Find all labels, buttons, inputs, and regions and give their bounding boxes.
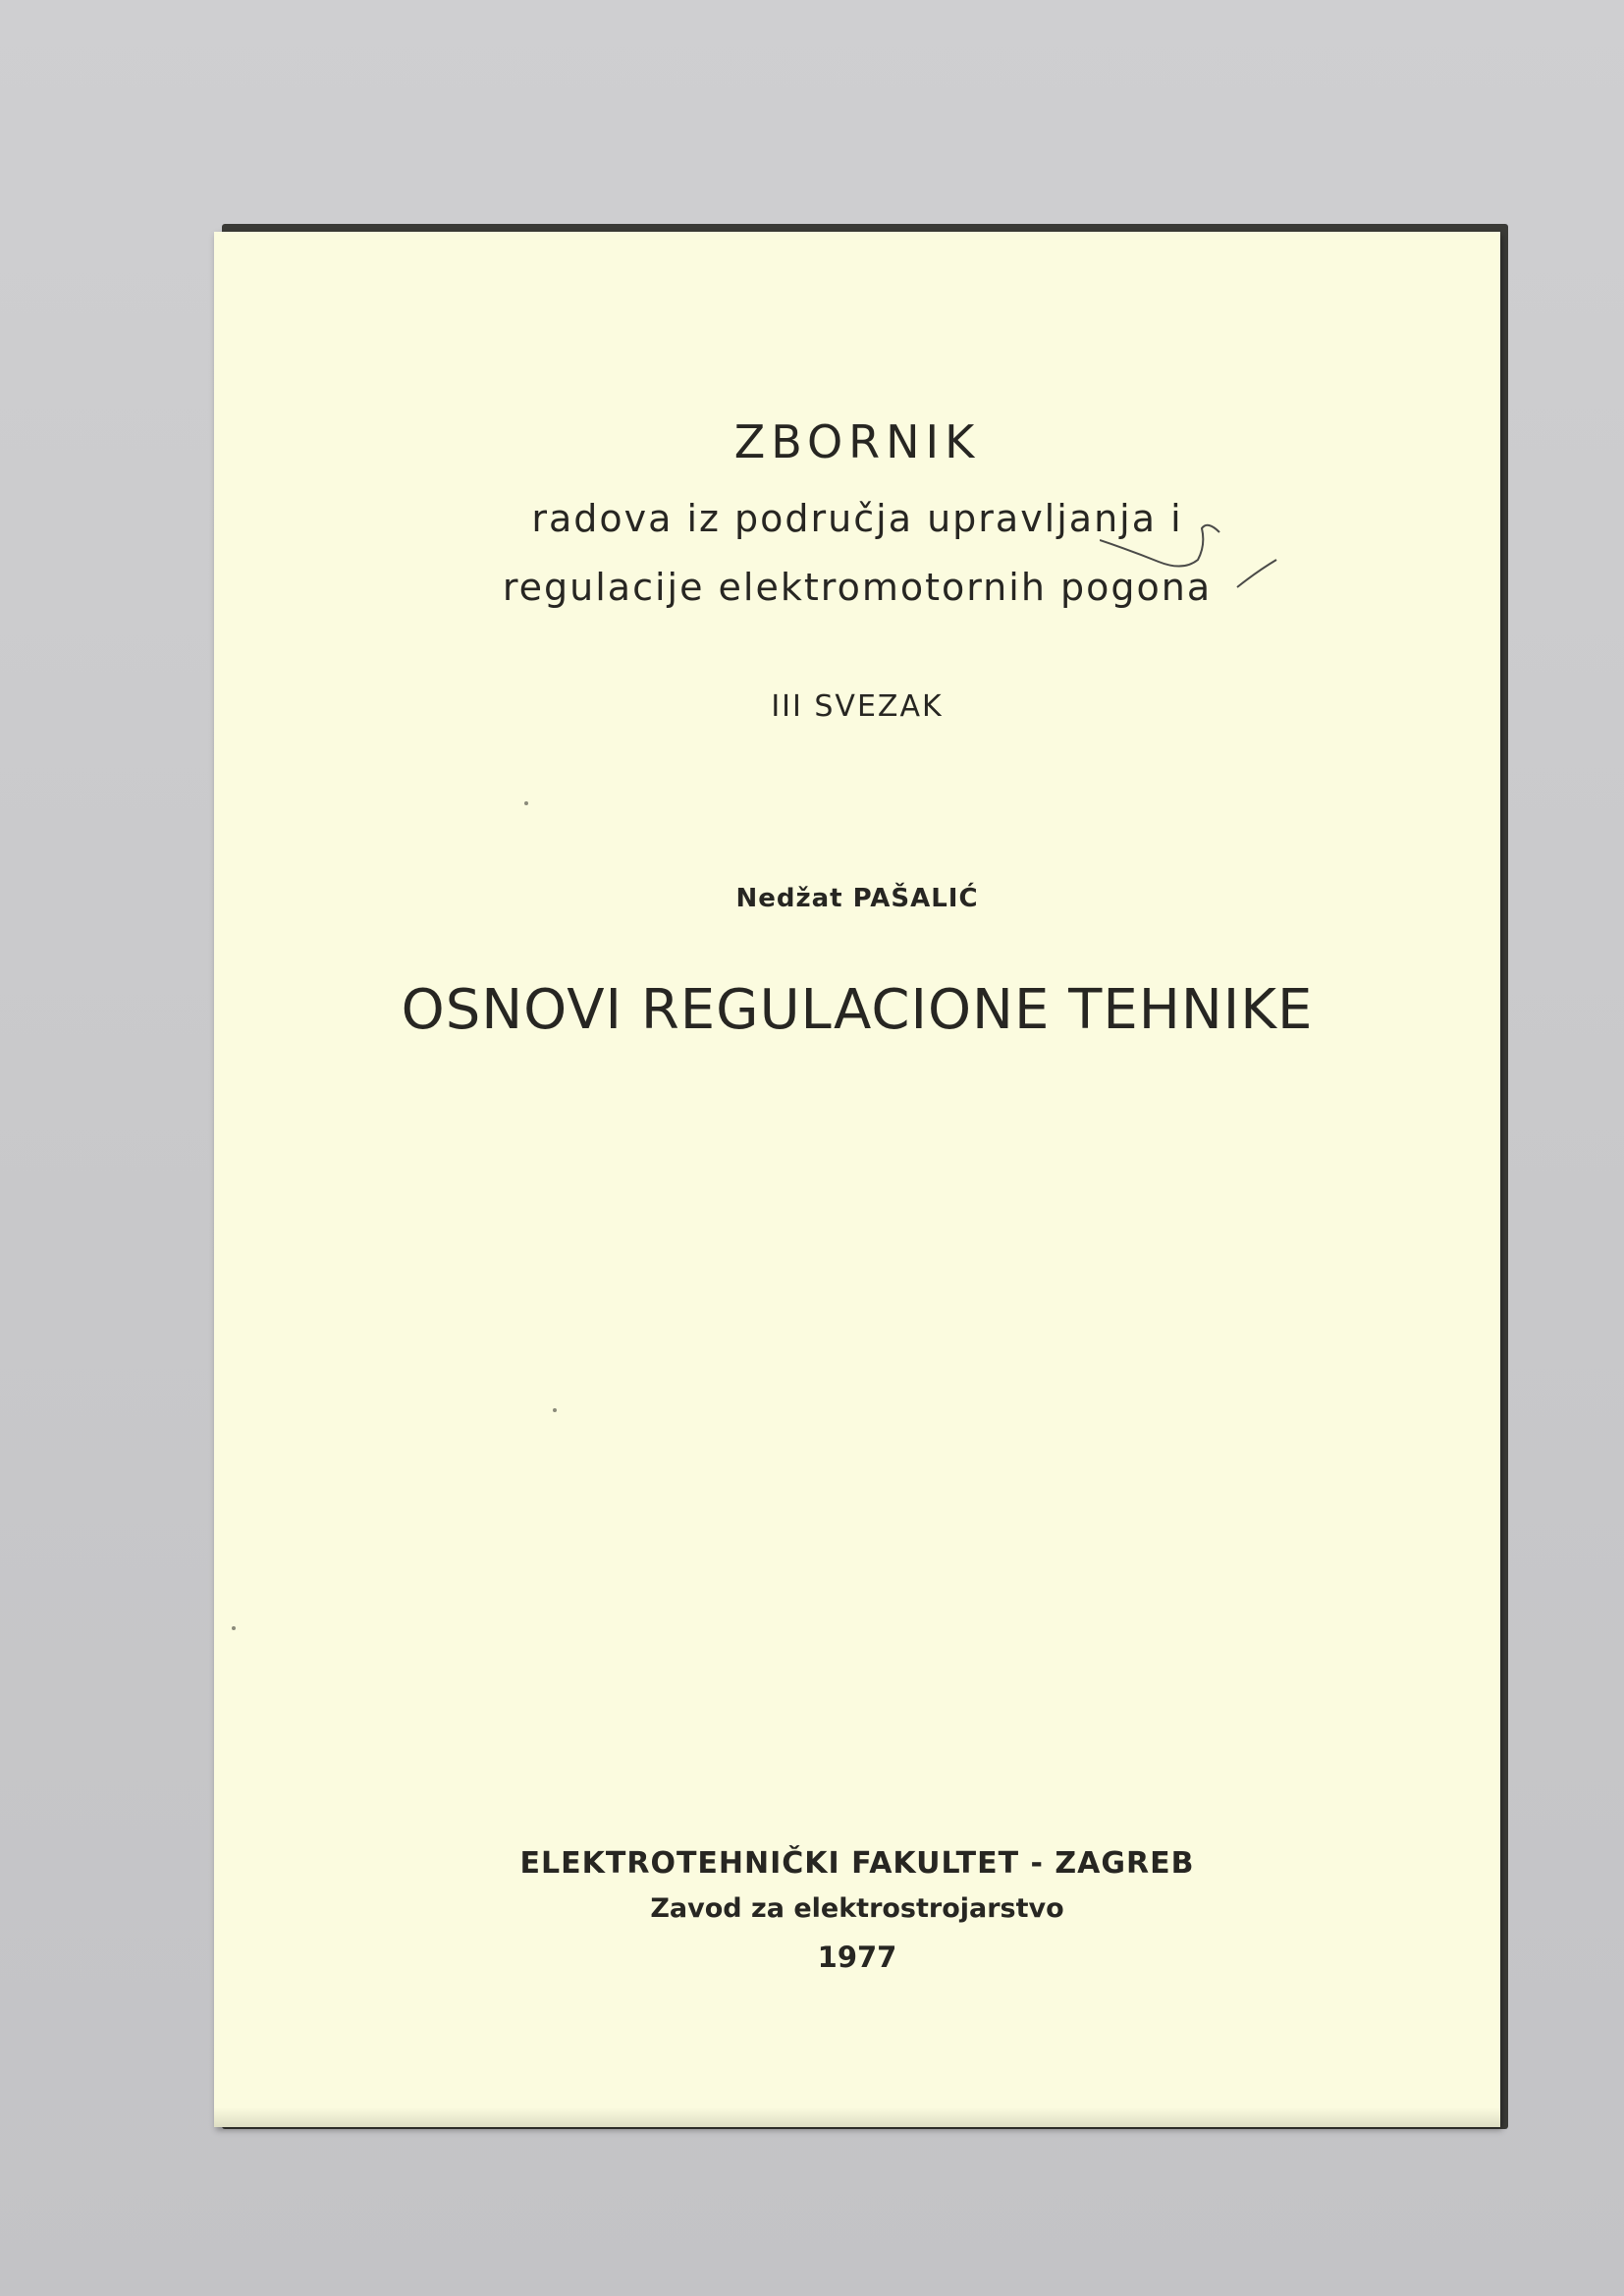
- pencil-mark: [1100, 511, 1512, 619]
- paper-speck: [232, 1626, 236, 1630]
- paper-speck: [553, 1408, 557, 1412]
- cover-bottom-edge: [214, 2107, 1500, 2127]
- department-name: Zavod za elektrostrojarstvo: [650, 1893, 1064, 1924]
- series-title: ZBORNIK: [733, 415, 981, 468]
- volume-label: III SVEZAK: [771, 689, 944, 724]
- author-name: Nedžat PAŠALIĆ: [735, 884, 979, 913]
- series-subtitle-line-2: regulacije elektromotornih pogona: [502, 566, 1213, 609]
- publication-year: 1977: [817, 1941, 897, 1974]
- paper-speck: [524, 801, 528, 805]
- book-title: OSNOVI REGULACIONE TEHNIKE: [401, 978, 1314, 1042]
- series-subtitle-line-1: radova iz područja upravljanja i: [531, 497, 1183, 540]
- publisher-name: ELEKTROTEHNIČKI FAKULTET - ZAGREB: [519, 1846, 1195, 1881]
